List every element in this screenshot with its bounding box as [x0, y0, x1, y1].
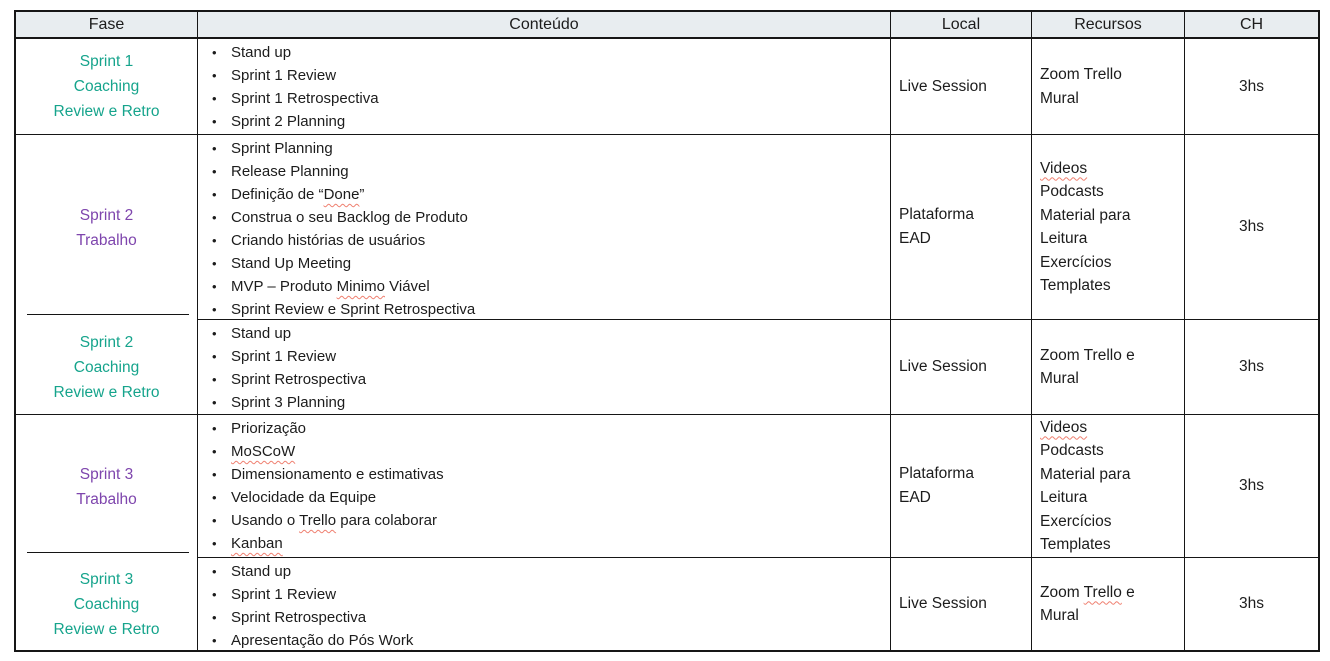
fase-line: Sprint 2	[79, 206, 134, 224]
recursos-cell	[1032, 415, 1185, 558]
bullet-icon: •	[212, 444, 217, 459]
column-header-recursos: Recursos	[1032, 12, 1185, 39]
bullet-text: Stand up	[231, 563, 292, 580]
misspelled-word: MoSCoW	[231, 443, 296, 460]
bullet-text: Construa o seu Backlog de Produto	[231, 209, 468, 226]
bullet-text: Sprint 1 Review	[231, 67, 337, 84]
recurso-item: Leitura	[1040, 230, 1088, 247]
recurso-item: Zoom Trello	[1040, 66, 1122, 83]
content-bullet	[212, 509, 884, 532]
bullet-text: Sprint 2 Planning	[231, 113, 346, 130]
bullet-icon: •	[212, 395, 217, 410]
fase-cell	[16, 135, 198, 320]
bullet-text: Usando o Trello para colaborar	[231, 512, 437, 529]
content-bullet	[212, 532, 884, 555]
course-schedule-table	[14, 10, 1320, 652]
local-cell	[891, 39, 1032, 135]
conteudo-cell	[198, 558, 891, 650]
misspelled-word: Videos	[1040, 418, 1088, 436]
fase-line: Review e Retro	[53, 103, 160, 120]
bullet-text: Sprint Retrospectiva	[231, 371, 367, 388]
content-bullet	[212, 110, 884, 133]
misspelled-word: Done	[323, 186, 360, 203]
conteudo-cell	[198, 135, 891, 320]
local-line: Plataforma	[899, 206, 974, 223]
bullet-text: Release Planning	[231, 163, 349, 180]
misspelled-word: Trello	[299, 512, 337, 529]
content-bullet	[212, 345, 884, 368]
bullet-text: Stand up	[231, 325, 292, 342]
content-bullet	[212, 486, 884, 509]
bullet-text: Sprint 1 Retrospectiva	[231, 90, 379, 107]
bullet-text: Sprint 1 Review	[231, 586, 337, 603]
bullet-icon: •	[212, 114, 217, 129]
fase-cell	[16, 320, 198, 415]
local-line: Live Session	[899, 358, 987, 375]
conteudo-cell	[198, 415, 891, 558]
recursos-cell	[1032, 558, 1185, 650]
local-cell	[891, 135, 1032, 320]
fase-line: Trabalho	[76, 490, 137, 508]
fase-line: Coaching	[73, 358, 140, 376]
recursos-cell	[1032, 39, 1185, 135]
bullet-icon: •	[212, 210, 217, 225]
bullet-text	[231, 532, 283, 555]
recurso-item: Templates	[1040, 277, 1111, 294]
fase-cell	[16, 39, 198, 135]
content-bullet	[212, 391, 884, 414]
content-bullet	[212, 629, 884, 650]
fase-line: Coaching	[73, 78, 140, 95]
recurso-item: Mural	[1040, 370, 1079, 387]
bullet-icon: •	[212, 164, 217, 179]
bullet-icon: •	[212, 564, 217, 579]
bullet-text	[231, 440, 295, 463]
ch-cell: 3hs	[1185, 135, 1318, 320]
bullet-icon: •	[212, 513, 217, 528]
recurso-item: Mural	[1040, 89, 1079, 107]
local-line: Plataforma	[899, 465, 974, 482]
bullet-icon: •	[212, 490, 217, 505]
content-bullet	[212, 41, 884, 64]
misspelled-word: Trello	[1083, 583, 1122, 601]
bullet-text: Criando histórias de usuários	[231, 232, 426, 249]
misspelled-word: Videos	[1040, 159, 1088, 177]
ch-cell: 3hs	[1185, 558, 1318, 650]
bullet-text: Apresentação do Pós Work	[231, 632, 414, 649]
content-bullet	[212, 275, 884, 298]
column-header-local: Local	[891, 12, 1032, 39]
bullet-icon: •	[212, 372, 217, 387]
bullet-icon: •	[212, 233, 217, 248]
bullet-text: Dimensionamento e estimativas	[231, 466, 444, 483]
recurso-item	[1040, 416, 1181, 440]
bullet-icon: •	[212, 141, 217, 156]
recurso-item: Templates	[1040, 536, 1111, 553]
local-cell	[891, 415, 1032, 558]
bullet-icon: •	[212, 536, 217, 551]
bullet-text: Sprint Retrospectiva	[231, 609, 367, 626]
recurso-item: Podcasts	[1040, 183, 1104, 200]
bullet-text: Stand up	[231, 44, 292, 61]
bullet-icon: •	[212, 421, 217, 436]
bullet-text: Definição de “Done”	[231, 186, 365, 203]
recurso-item	[1040, 157, 1181, 181]
content-bullet	[212, 183, 884, 206]
bullet-icon: •	[212, 633, 217, 648]
bullet-icon: •	[212, 587, 217, 602]
bullet-text: Velocidade da Equipe	[231, 489, 377, 506]
recursos-cell	[1032, 320, 1185, 415]
content-bullet	[212, 87, 884, 110]
fase-cell	[16, 558, 198, 650]
fase-line: Review e Retro	[53, 620, 160, 638]
bullet-icon: •	[212, 349, 217, 364]
bullet-icon: •	[212, 91, 217, 106]
fase-line: Trabalho	[76, 231, 137, 249]
content-bullet	[212, 417, 884, 440]
bullet-icon: •	[212, 68, 217, 83]
content-bullet	[212, 368, 884, 391]
bullet-text: MVP – Produto Minimo Viável	[231, 278, 430, 295]
bullet-text: Sprint Review e Sprint Retrospectiva	[231, 301, 476, 318]
bullet-text: Sprint 1 Review	[231, 348, 337, 365]
bullet-icon: •	[212, 467, 217, 482]
recursos-cell	[1032, 135, 1185, 320]
content-bullet	[212, 298, 884, 320]
misspelled-word: Minimo	[336, 278, 385, 295]
column-header-conteudo: Conteúdo	[198, 12, 891, 39]
column-header-ch: CH	[1185, 12, 1318, 39]
recurso-item: Exercícios	[1040, 512, 1112, 530]
bullet-icon: •	[212, 610, 217, 625]
fase-line: Sprint 3	[79, 465, 134, 483]
recurso-item: Exercícios	[1040, 253, 1112, 271]
fase-line: Review e Retro	[53, 383, 160, 401]
recurso-item: Material para	[1040, 465, 1131, 483]
bullet-text: Sprint 3 Planning	[231, 394, 346, 411]
bullet-text: Sprint Planning	[231, 140, 333, 157]
bullet-icon: •	[212, 302, 217, 317]
local-line: Live Session	[899, 595, 987, 612]
content-bullet	[212, 463, 884, 486]
local-cell	[891, 320, 1032, 415]
fase-line: Coaching	[73, 595, 140, 613]
content-bullet	[212, 606, 884, 629]
bullet-icon: •	[212, 256, 217, 271]
conteudo-cell	[198, 39, 891, 135]
fase-line: Sprint 3	[79, 570, 134, 588]
bullet-icon: •	[212, 187, 217, 202]
content-bullet	[212, 560, 884, 583]
local-cell	[891, 558, 1032, 650]
misspelled-word: Kanban	[231, 535, 283, 552]
recurso-item: Zoom Trello e	[1040, 346, 1135, 364]
recurso-item: Podcasts	[1040, 442, 1104, 459]
recurso-item: Material para	[1040, 206, 1131, 224]
bullet-text: Stand Up Meeting	[231, 255, 352, 272]
bullet-text: Priorização	[231, 420, 307, 437]
content-bullet	[212, 137, 884, 160]
misspelled-word: Work	[378, 632, 414, 649]
recurso-item: Mural	[1040, 607, 1079, 624]
ch-cell: 3hs	[1185, 415, 1318, 558]
ch-cell: 3hs	[1185, 320, 1318, 415]
bullet-icon: •	[212, 45, 217, 60]
local-line: EAD	[899, 489, 931, 506]
content-bullet	[212, 322, 884, 345]
content-bullet	[212, 206, 884, 229]
content-bullet	[212, 252, 884, 275]
bullet-icon: •	[212, 326, 217, 341]
content-bullet	[212, 160, 884, 183]
fase-line: Sprint 2	[79, 333, 134, 351]
fase-line: Sprint 1	[79, 53, 134, 70]
recurso-item: Zoom Trello e	[1040, 583, 1135, 601]
fase-cell	[16, 415, 198, 558]
recurso-item: Leitura	[1040, 489, 1088, 506]
content-bullet	[212, 583, 884, 606]
content-bullet	[212, 440, 884, 463]
bullet-icon: •	[212, 279, 217, 294]
content-bullet	[212, 64, 884, 87]
column-header-fase: Fase	[16, 12, 198, 39]
local-line: Live Session	[899, 77, 987, 95]
content-bullet	[212, 229, 884, 252]
ch-cell: 3hs	[1185, 39, 1318, 135]
conteudo-cell	[198, 320, 891, 415]
local-line: EAD	[899, 230, 931, 247]
